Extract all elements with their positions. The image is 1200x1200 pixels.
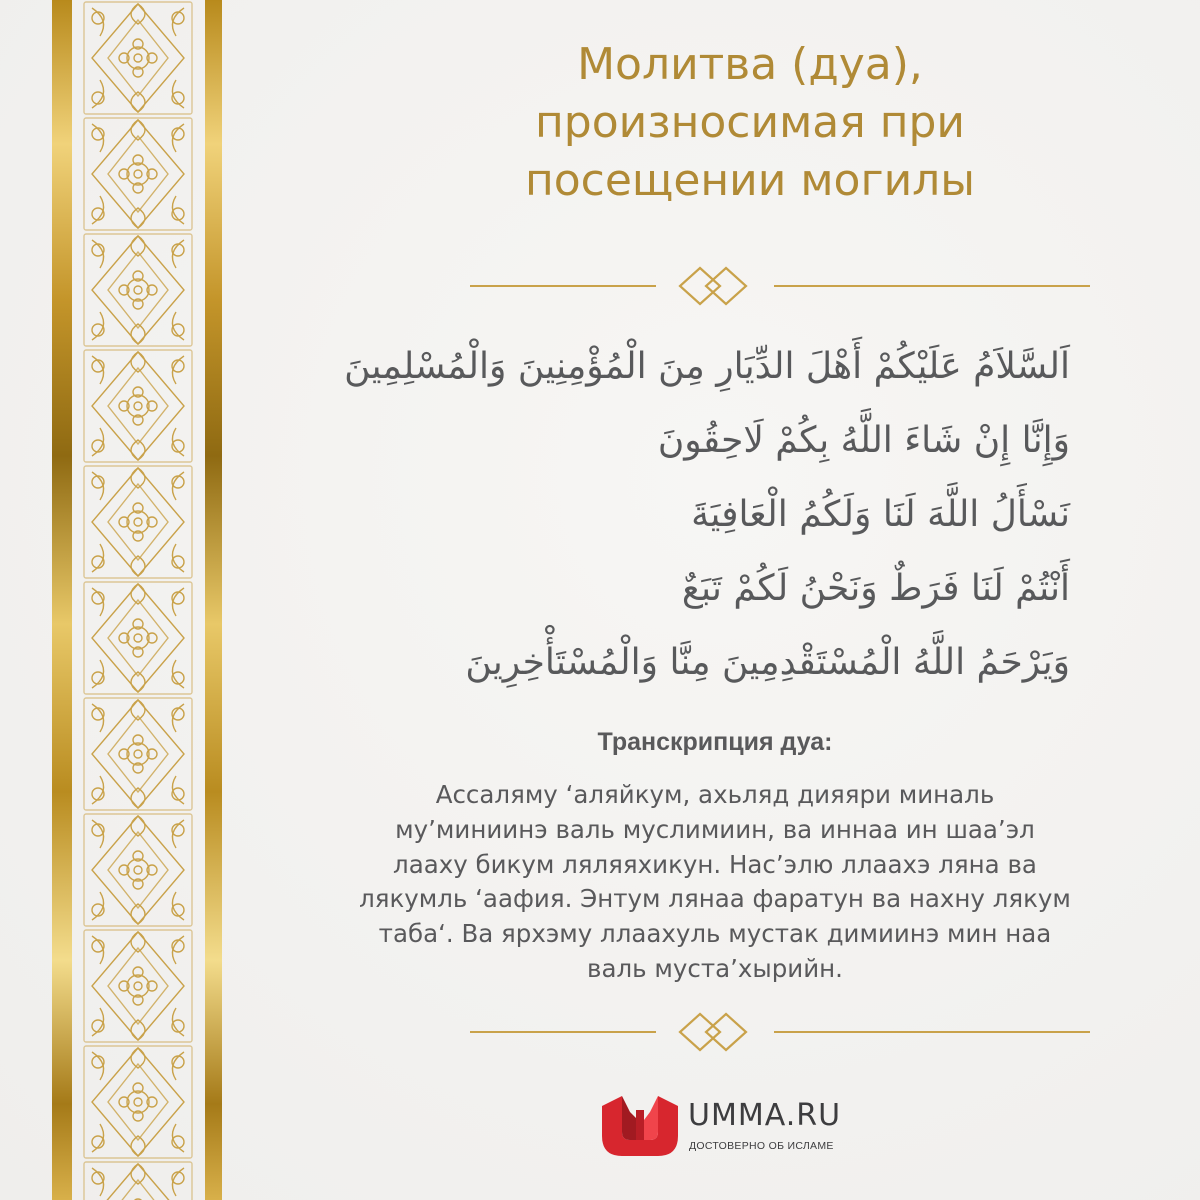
arabic-line-2: وَإِنَّا إِنْ شَاءَ اللَّهُ بِكُمْ لَاحِقُونَ [657, 420, 1070, 461]
transcription-line-6: валь муста’хырийн. [587, 953, 843, 983]
transcription-line-1: Ассаляму ‘аляйкум, ахьляд дияяри миналь [435, 780, 995, 809]
transcription-heading: Транскрипция дуа: [597, 728, 833, 756]
ornamental-divider-top [470, 266, 1090, 306]
title-line-2: произносимая при [535, 97, 965, 148]
logo-name: UMMA.RU [688, 1098, 842, 1133]
transcription-line-3: лааху бикум ляляяхикун. Нас’элю ллаахэ ляна ва [393, 849, 1037, 879]
gold-stripe-left [52, 0, 72, 1200]
arabic-line-5: وَيَرْحَمُ اللَّهُ الْمُسْتَقْدِمِينَ مِنَّا وَالْمُسْتَأْخِرِينَ [465, 642, 1070, 683]
arabic-line-1: اَلسَّلاَمُ عَلَيْكُمْ أَهْلَ الدِّيَارِ مِنَ الْمُؤْمِنِينَ وَالْمُسْلِمِينَ [344, 346, 1070, 387]
gold-stripe-right [205, 0, 222, 1200]
logo-tagline: ДОСТОВЕРНО ОБ ИСЛАМЕ [689, 1140, 834, 1152]
arabic-dua-text [270, 330, 1070, 700]
ornament-band [80, 0, 196, 1200]
umma-logo-mark-icon [600, 1096, 680, 1158]
transcription-text [295, 778, 1135, 987]
transcription-line-2: му’миниинэ валь муслимиин, ва иннаа ин шаа’эл [395, 814, 1035, 844]
page-title [420, 36, 1080, 210]
arabic-line-4: أَنْتُمْ لَنَا فَرَطٌ وَنَحْنُ لَكُمْ تَبَعٌ [681, 568, 1070, 609]
umma-logo[interactable] [600, 1096, 860, 1158]
arabic-line-3: نَسْأَلُ اللَّهَ لَنَا وَلَكُمُ الْعَافِيَةَ [691, 494, 1070, 535]
transcription-line-4: лякумль ‘аафия. Энтум лянаа фаратун ва нахну лякум [359, 884, 1071, 914]
ornamental-divider-bottom [470, 1012, 1090, 1052]
title-line-3: посещении могилы [524, 155, 976, 206]
transcription-line-5: таба‘. Ва ярхэму ллаахуль мустак димиинэ мин наа [378, 919, 1052, 949]
title-line-1: Молитва (дуа), [577, 39, 923, 90]
